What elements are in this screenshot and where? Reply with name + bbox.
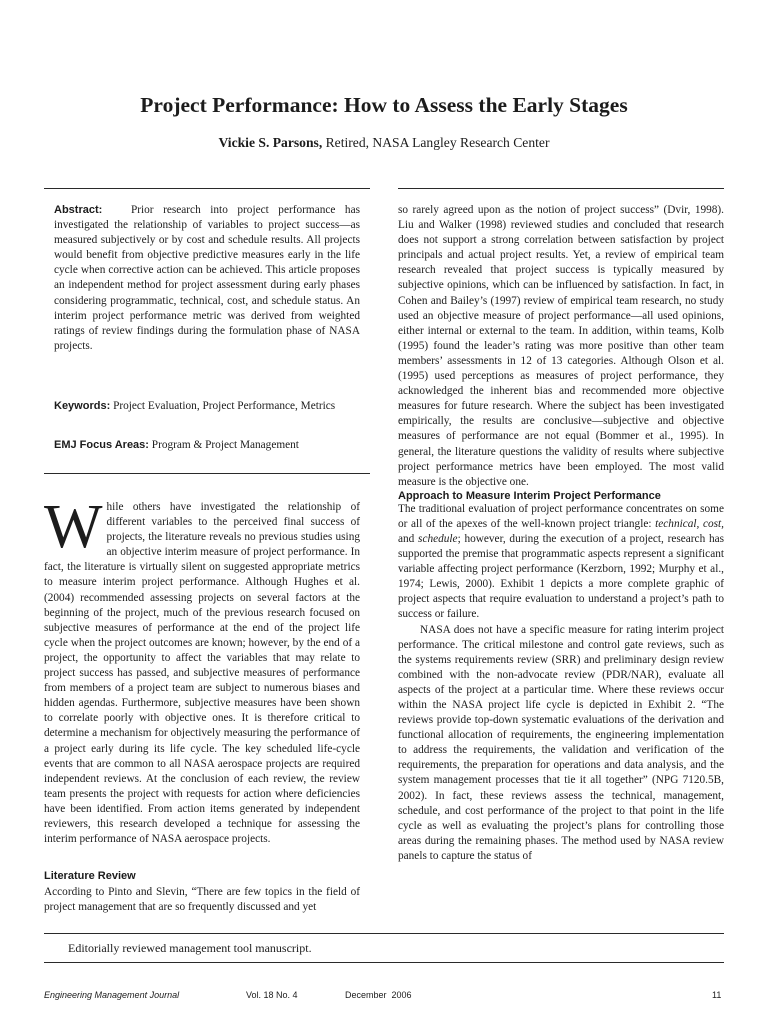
- top-rule-left: [44, 188, 370, 189]
- abstract-text: Prior research into project performance has investigated the relationship of variables to project success—as measured subjectively or by cost and schedule results. All projects would benefit from objective predictive measures early in the life cycle when corrective action can be achieved. This article proposes an independent method for project assessment during early phases considering programmatic, technical, cost, and schedule status. An interim project performance metric was derived from weighted ratings of review findings during the formulation phase of NASA projects.: [54, 204, 360, 352]
- article-title: Project Performance: How to Assess the Early Stages: [140, 93, 628, 117]
- approach-p1-emphasis-1: technical, cost,: [655, 517, 725, 530]
- keywords-label: Keywords:: [54, 400, 111, 412]
- approach-p1-part-a: The traditional evaluation of project performance concentrates on some or all of the apexes of the well-known project triangle:: [398, 502, 724, 530]
- intro-section: [44, 493, 360, 847]
- literature-review-heading: Literature Review: [44, 870, 136, 882]
- approach-p1-part-b: and: [398, 532, 419, 545]
- focus-areas-value: Program & Project Management: [148, 439, 299, 451]
- literature-review-left: [44, 885, 360, 915]
- author-byline: [0, 135, 768, 151]
- literature-review-text-left: According to Pinto and Slevin, “There are few topics in the field of project management that are so frequently discussed and yet: [44, 886, 360, 914]
- keywords-line: [54, 400, 360, 412]
- approach-p1-part-c: ; however, during the execution of a project, research has supported the premise that programmatic aspects represent a significant variable affecting project performance (Kerzborn, 1992; Murphy et al., 1974; Lewis, 2000). Exhibit 1 depicts a more complete graphic of project aspects that require evaluation to understand a project’s path to success or failure.: [398, 532, 725, 621]
- footer-volume: Vol. 18 No. 4: [246, 990, 298, 1000]
- abstract-label: Abstract:: [54, 204, 103, 216]
- footer-journal: Engineering Management Journal: [44, 990, 180, 1000]
- approach-heading: Approach to Measure Interim Project Performance: [398, 489, 661, 502]
- focus-areas-line: [54, 435, 360, 453]
- footer-date: December 2006: [345, 990, 412, 1000]
- author-affiliation: Retired, NASA Langley Research Center: [322, 135, 550, 150]
- approach-p1-emphasis-2: schedule: [418, 532, 458, 545]
- keywords-value: Project Evaluation, Project Performance, Metrics: [110, 400, 336, 412]
- top-rule-right: [398, 188, 724, 189]
- author-name: Vickie S. Parsons,: [218, 135, 323, 150]
- intro-text: hile others have investigated the relationship of different variables to the perceived final success of projects, the literature reveals no previous studies using an objective interim measure of project performance. In fact, the literature is virtually silent on suggested appropriate metrics to measure interim project performance. Although Hughes et al. (2004) recommended assessing projects on several factors at the beginning of the project, much of the previous research focused on subjective measures of performance at the end of the project life cycle when the project outcomes are known; however, by the end of a project, the opportunity to affect the variables that may relate to project success has passed, and subjective measures of performance from members of a project team are subject to numerous biases and hidden agendas. Furthermore, subjective measures have been shown to correlate poorly with objective ones. It is therefore critical to determine a mechanism for objectively measuring the performance of a project early during its life cycle. The key scheduled life-cycle events that are common to all NASA aerospace projects are required independent reviews. At the conclusion of each review, the review team presents the project with requests for action where deficiencies have been identified. From action items generated by independent reviewers, this research developed a technique for assessing the interim performance of NASA aerospace projects.: [44, 501, 360, 846]
- focus-areas-label: EMJ Focus Areas:: [54, 439, 149, 451]
- note-bottom-rule: [44, 962, 724, 963]
- right-column: [398, 203, 724, 864]
- approach-paragraph-1: [398, 502, 724, 623]
- editorial-note: Editorially reviewed management tool manuscript.: [68, 941, 312, 955]
- footer-page-number: 11: [712, 990, 722, 1000]
- note-top-rule: [44, 933, 724, 934]
- abstract-block: [54, 203, 360, 354]
- drop-cap: W: [44, 493, 103, 561]
- approach-paragraph-2: NASA does not have a specific measure for rating interim project performance. The critical milestone and control gate reviews, such as the systems requirements review (SRR) and preliminary design review combined with the non-advocate review (PDR/NAR), evaluate all aspects of the project at a particular time. Where these reviews occur within the NASA project life cycle is depicted in Exhibit 2. “The reviews provide top-down systematic evaluations of the derivation and functional allocation of requirements, the engineering implementation to address the requirements, the validation and verification of the requirements, the preparation for operations and data analysis, and the system management processes that tie it all together” (NPG 7120.5B, 2002). In fact, these reviews assess the technical, management, schedule, and cost performance of the project to that point in the life cycle as well as evaluating the project’s plans for controlling those areas during the remaining phases. The method used by NASA review panels to capture the status of: [398, 623, 724, 862]
- abstract-bottom-rule: [44, 473, 370, 474]
- literature-review-text-right: so rarely agreed upon as the notion of project success” (Dvir, 1998). Liu and Walker (1998) reviewed studies and concluded that research does not support a strong correlation between satisfaction by project principals and actual project results. Yet, a review of empirical team research revealed that project success is typically measured by subjective opinions, which can be influenced by satisfaction. In fact, in Cohen and Bailey’s (1997) review of empirical team research, no study used an objective measure of project performance—all used opinions, either internal or external to the team. In addition, within teams, Kolb (1995) found the leader’s rating was more positive than other team members’ assessments in 12 of 13 categories. Although Olson et al. (1995) used perceptions as measures of project performance, they acknowledged the inherent bias and recommended more objective measures for future research. Where the subject has been investigated empirically, the results are conclusive—subjective and objective measures of performance are not equal (Bommer et al., 1995). In general, the literature questions the validity of results where subjective project performance metrics have been employed. The most valid measure is the objective one.: [398, 204, 724, 488]
